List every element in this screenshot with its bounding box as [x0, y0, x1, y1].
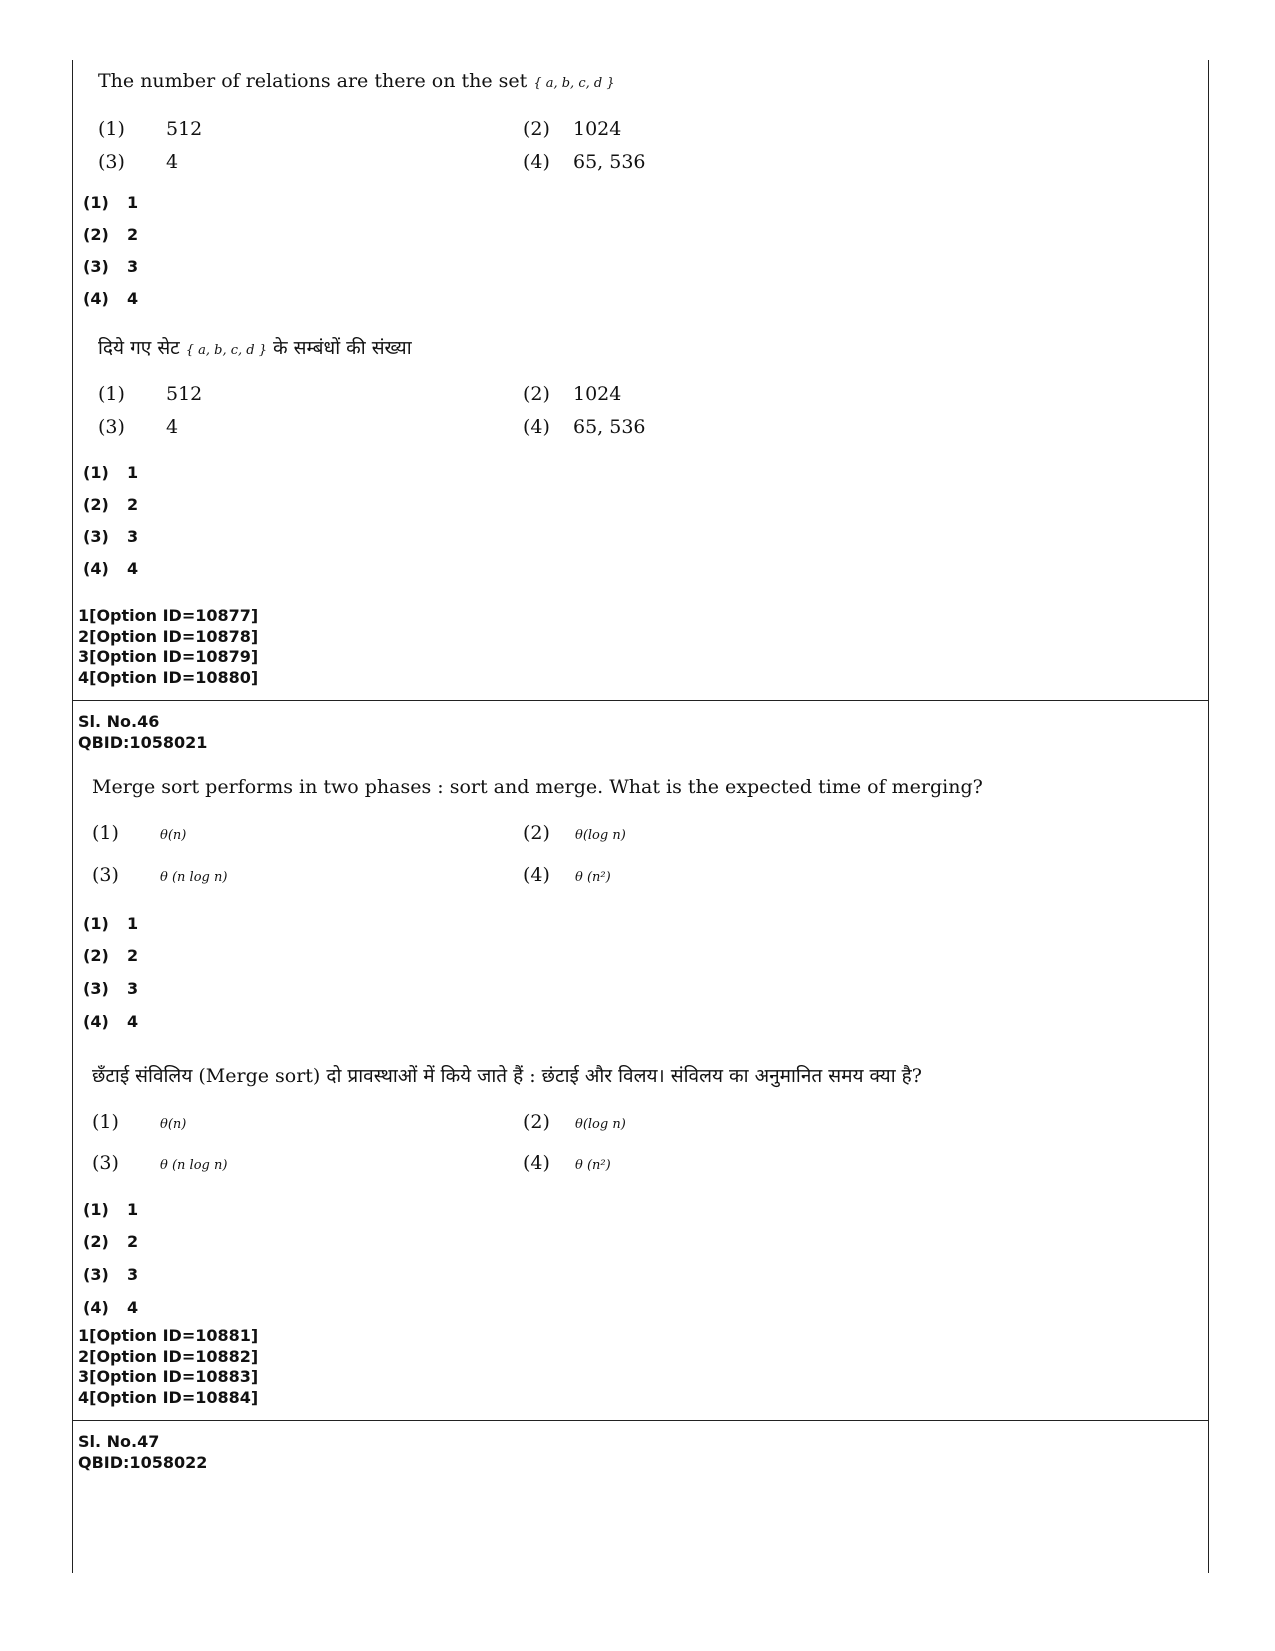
q46-hi-option-1: (1) θ(n)	[92, 1111, 187, 1133]
q46-answer-choice-4: (4) 4	[83, 1298, 139, 1317]
question-46-english-text: Merge sort performs in two phases : sort and merge. What is the expected time of merging?	[92, 776, 983, 798]
q46-header	[78, 712, 207, 753]
q46-en-option-4: (4) θ (n²)	[523, 864, 611, 886]
serial-number: Sl. No.46	[78, 712, 160, 731]
set-notation: { a, b, c, d }	[185, 343, 268, 358]
q46-answer-choice-3: (3) 3	[83, 979, 139, 998]
q45-hi-option-2: (2) 1024	[523, 383, 622, 405]
q46-option-ids	[78, 1326, 258, 1408]
right-border	[1208, 60, 1209, 1573]
question-divider	[72, 1420, 1208, 1421]
q45-option-ids	[78, 606, 258, 688]
q45-en-option-1: (1) 512	[98, 118, 203, 140]
q45-answer-choice-2: (2) 2	[83, 495, 139, 514]
q46-hi-option-4: (4) θ (n²)	[523, 1152, 611, 1174]
question-45-hindi-text: दिये गए सेट { a, b, c, d } के सम्बंधों की संख्या	[98, 337, 412, 359]
q45-answer-choice-4: (4) 4	[83, 559, 139, 578]
option-id: 3[Option ID=10879]	[78, 647, 259, 666]
q46-answer-choice-1: (1) 1	[83, 914, 139, 933]
q45-answer-choice-2: (2) 2	[83, 225, 139, 244]
serial-number: Sl. No.47	[78, 1432, 160, 1451]
left-border	[72, 60, 73, 1573]
question-divider	[72, 700, 1208, 701]
q46-en-option-1: (1) θ(n)	[92, 822, 187, 844]
option-id: 2[Option ID=10882]	[78, 1346, 259, 1366]
q46-answer-choice-2: (2) 2	[83, 946, 139, 965]
q45-answer-choice-3: (3) 3	[83, 527, 139, 546]
q45-answer-choice-3: (3) 3	[83, 257, 139, 276]
q45-hi-option-1: (1) 512	[98, 383, 203, 405]
q45-hi-option-3: (3) 4	[98, 416, 179, 438]
q45-en-option-2: (2) 1024	[523, 118, 622, 140]
q45-answer-choice-1: (1) 1	[83, 463, 139, 482]
q46-en-option-2: (2) θ(log n)	[523, 822, 626, 844]
q46-answer-choice-1: (1) 1	[83, 1200, 139, 1219]
set-notation: { a, b, c, d }	[533, 76, 615, 91]
q46-hi-option-2: (2) θ(log n)	[523, 1111, 626, 1133]
qbid: QBID:1058022	[78, 1452, 208, 1472]
option-id: 1[Option ID=10877]	[78, 606, 259, 625]
q46-en-option-3: (3) θ (n log n)	[92, 864, 228, 886]
q46-hi-option-3: (3) θ (n log n)	[92, 1152, 228, 1174]
q45-answer-choice-1: (1) 1	[83, 193, 139, 212]
q46-answer-choice-3: (3) 3	[83, 1265, 139, 1284]
option-id: 1[Option ID=10881]	[78, 1326, 259, 1345]
q47-header	[78, 1432, 207, 1473]
question-45-english-text: The number of relations are there on the set { a, b, c, d }	[98, 70, 615, 92]
q45-hi-option-4: (4) 65, 536	[523, 416, 646, 438]
q45-en-option-3: (3) 4	[98, 151, 179, 173]
option-id: 2[Option ID=10878]	[78, 626, 259, 646]
option-id: 3[Option ID=10883]	[78, 1367, 259, 1386]
q45-en-option-4: (4) 65, 536	[523, 151, 646, 173]
q45-answer-choice-4: (4) 4	[83, 289, 139, 308]
question-46-hindi-text: छँटाई संविलिय (Merge sort) दो प्रावस्थाओं में किये जाते हैं : छंटाई और विलय। संविलय का अनुमानित समय क्या है?	[92, 1065, 922, 1087]
q46-answer-choice-4: (4) 4	[83, 1012, 139, 1031]
option-id: 4[Option ID=10880]	[78, 667, 259, 687]
q46-answer-choice-2: (2) 2	[83, 1232, 139, 1251]
option-id: 4[Option ID=10884]	[78, 1387, 259, 1407]
qbid: QBID:1058021	[78, 732, 208, 752]
